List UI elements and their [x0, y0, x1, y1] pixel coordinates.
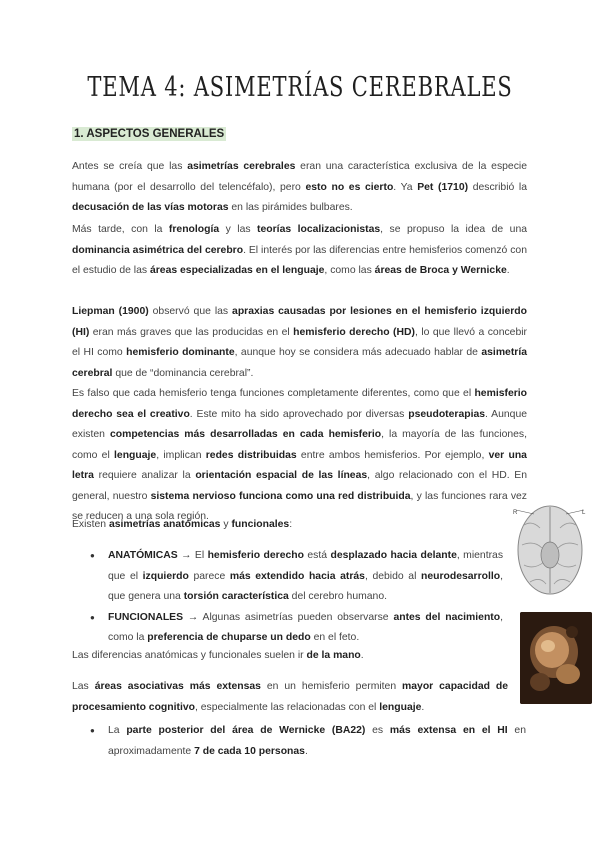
text-segment: , que genera una: [108, 570, 503, 602]
text-segment: esto no es cierto: [305, 181, 394, 193]
text-segment: . Ya: [393, 181, 418, 193]
text-segment: .: [506, 265, 510, 276]
paragraph-mito: [72, 384, 527, 528]
paragraph-frenologia: [72, 220, 527, 282]
text-segment: , se propuso la idea de una: [380, 224, 528, 235]
text-segment: , algo relacionado con el HD. En general, nuestro: [72, 470, 527, 502]
text-segment: FUNCIONALES: [108, 611, 184, 623]
text-segment: y: [220, 519, 232, 530]
text-segment: asimetría cerebral: [72, 347, 528, 379]
text-segment: , implican: [156, 449, 206, 461]
list-item: [90, 608, 503, 649]
asymmetry-types-list: [90, 546, 503, 649]
text-segment: asimetrías anatómicas: [108, 519, 221, 530]
text-segment: eran una característica exclusiva de la especie humana (por el desarrollo del telencéfalo), pero: [72, 161, 527, 193]
text-segment: . Este mito ha sido aprovechado por diversas: [189, 408, 409, 420]
text-segment: Antes se creía que las: [72, 161, 188, 172]
text-segment: . El interés por las diferencias entre hemisferios comenzó con el estudio de las: [72, 244, 527, 276]
paragraph-tipos: [72, 515, 502, 536]
text-segment: , lo que llevó a concebir el HI como: [72, 326, 527, 358]
text-segment: entre ambos hemisferios. Por ejemplo,: [296, 449, 489, 461]
text-segment: áreas de Broca y Wernicke: [374, 265, 507, 276]
text-segment: .: [421, 701, 425, 713]
text-segment: → Algunas asimetrías pueden observarse: [183, 611, 394, 623]
text-segment: funcionales: [231, 519, 290, 530]
text-segment: parte posterior del área de Wernicke (BA22): [126, 725, 366, 736]
text-segment: hemisferio derecho sea el creativo: [72, 388, 527, 420]
text-segment: en las pirámides bulbares.: [228, 202, 353, 213]
text-segment: → El: [177, 550, 208, 561]
text-segment: hemisferio dominante: [126, 347, 235, 358]
text-segment: hemisferio derecho (HD): [293, 326, 415, 338]
text-segment: en aproximadamente: [108, 725, 526, 757]
text-segment: eran más graves que las producidas en el: [89, 326, 294, 338]
text-segment: .: [360, 650, 364, 661]
text-segment: Más tarde, con la: [72, 224, 169, 235]
list-item: [90, 546, 503, 608]
paragraph-areas-asociativas: [72, 677, 508, 718]
text-segment: Liepman (1900): [72, 306, 149, 317]
text-segment: está: [303, 550, 331, 561]
text-segment: más extendido hacia atrás: [229, 570, 365, 582]
text-segment: antes del nacimiento: [393, 611, 501, 623]
text-segment: y las: [219, 224, 258, 235]
text-segment: , como las: [324, 265, 375, 276]
text-segment: sistema nervioso funciona como una red distribuida: [150, 490, 411, 502]
text-segment: frenología: [168, 224, 220, 235]
section-heading: 1. ASPECTOS GENERALES: [74, 128, 225, 140]
brain-diagram: [510, 500, 590, 600]
text-segment: lenguaje: [379, 701, 422, 713]
text-segment: neurodesarrollo: [421, 570, 501, 582]
text-segment: preferencia de chuparse un dedo: [147, 632, 311, 643]
list-item: [90, 721, 526, 762]
text-segment: desplazado hacia delante: [330, 550, 457, 561]
wernicke-list: [90, 721, 526, 762]
text-segment: en un hemisferio permiten: [260, 681, 403, 692]
text-segment: lenguaje: [114, 449, 157, 461]
text-segment: ANATÓMICAS: [108, 550, 178, 561]
text-segment: asimetrías cerebrales: [187, 161, 296, 172]
text-segment: , y las funciones rara vez se reducen a una sola región.: [72, 490, 527, 522]
text-segment: hemisferio derecho: [207, 550, 304, 561]
text-segment: . Aunque existen: [72, 408, 528, 440]
text-segment: , aunque hoy se considera más adecuado hablar de: [234, 347, 482, 358]
text-segment: requiere analizar la: [93, 470, 196, 481]
fetus-ultrasound-image: [520, 612, 592, 704]
text-segment: mayor capacidad de procesamiento cognitivo: [72, 681, 509, 713]
text-segment: competencias más desarrolladas en cada hemisferio: [109, 429, 382, 440]
text-segment: en el feto.: [310, 632, 360, 643]
text-segment: pseudoterapias: [408, 408, 486, 420]
paragraph-intro: [72, 157, 527, 219]
text-segment: observó que las: [148, 306, 233, 317]
text-segment: Pet (1710): [417, 181, 469, 193]
text-segment: :: [289, 519, 293, 530]
text-segment: teorías localizacionistas: [257, 224, 381, 235]
text-segment: orientación espacial de las líneas: [195, 470, 368, 481]
text-segment: que de “dominancia cerebral”.: [112, 367, 254, 379]
text-segment: dominancia asimétrica del cerebro: [72, 244, 244, 256]
text-segment: Las: [72, 681, 95, 692]
text-segment: ver una letra: [72, 449, 527, 481]
text-segment: Las diferencias anatómicas y funcionales suelen ir: [72, 650, 307, 661]
paragraph-liepman: [72, 302, 527, 384]
text-segment: izquierdo: [142, 570, 189, 582]
text-segment: Es falso que cada hemisferio tenga funciones completamente diferentes, como que el: [72, 388, 475, 399]
text-segment: , la mayoría de las funciones, como el: [72, 429, 527, 461]
page-title: TEMA 4: ASIMETRÍAS CEREBRALES: [87, 72, 513, 103]
text-segment: Existen: [72, 519, 109, 530]
text-segment: decusación de las vías motoras: [72, 202, 229, 213]
text-segment: del cerebro humano.: [288, 591, 387, 602]
text-segment: apraxias causadas por lesiones en el hemisferio izquierdo (HI): [72, 306, 527, 338]
text-segment: , como la: [108, 611, 504, 643]
text-segment: , debido al: [364, 570, 421, 582]
brain-label-left: L: [582, 510, 586, 516]
text-segment: 7 de cada 10 personas: [194, 745, 305, 757]
text-segment: más extensa en el HI: [389, 725, 508, 736]
text-segment: .: [304, 745, 308, 757]
text-segment: de la mano: [306, 650, 361, 661]
text-segment: redes distribuidas: [205, 449, 297, 461]
text-segment: áreas asociativas más extensas: [94, 681, 261, 692]
text-segment: parece: [188, 570, 230, 582]
text-segment: La: [108, 725, 127, 736]
text-segment: , mientras que el: [108, 550, 504, 582]
text-segment: es: [365, 725, 390, 736]
text-segment: describió la: [468, 181, 528, 193]
text-segment: áreas especializadas en el lenguaje: [149, 265, 325, 276]
paragraph-de-la-mano: [72, 646, 502, 667]
text-segment: torsión característica: [183, 591, 289, 602]
brain-label-right: R: [513, 510, 518, 516]
text-segment: , especialmente las relacionadas con el: [194, 701, 380, 713]
